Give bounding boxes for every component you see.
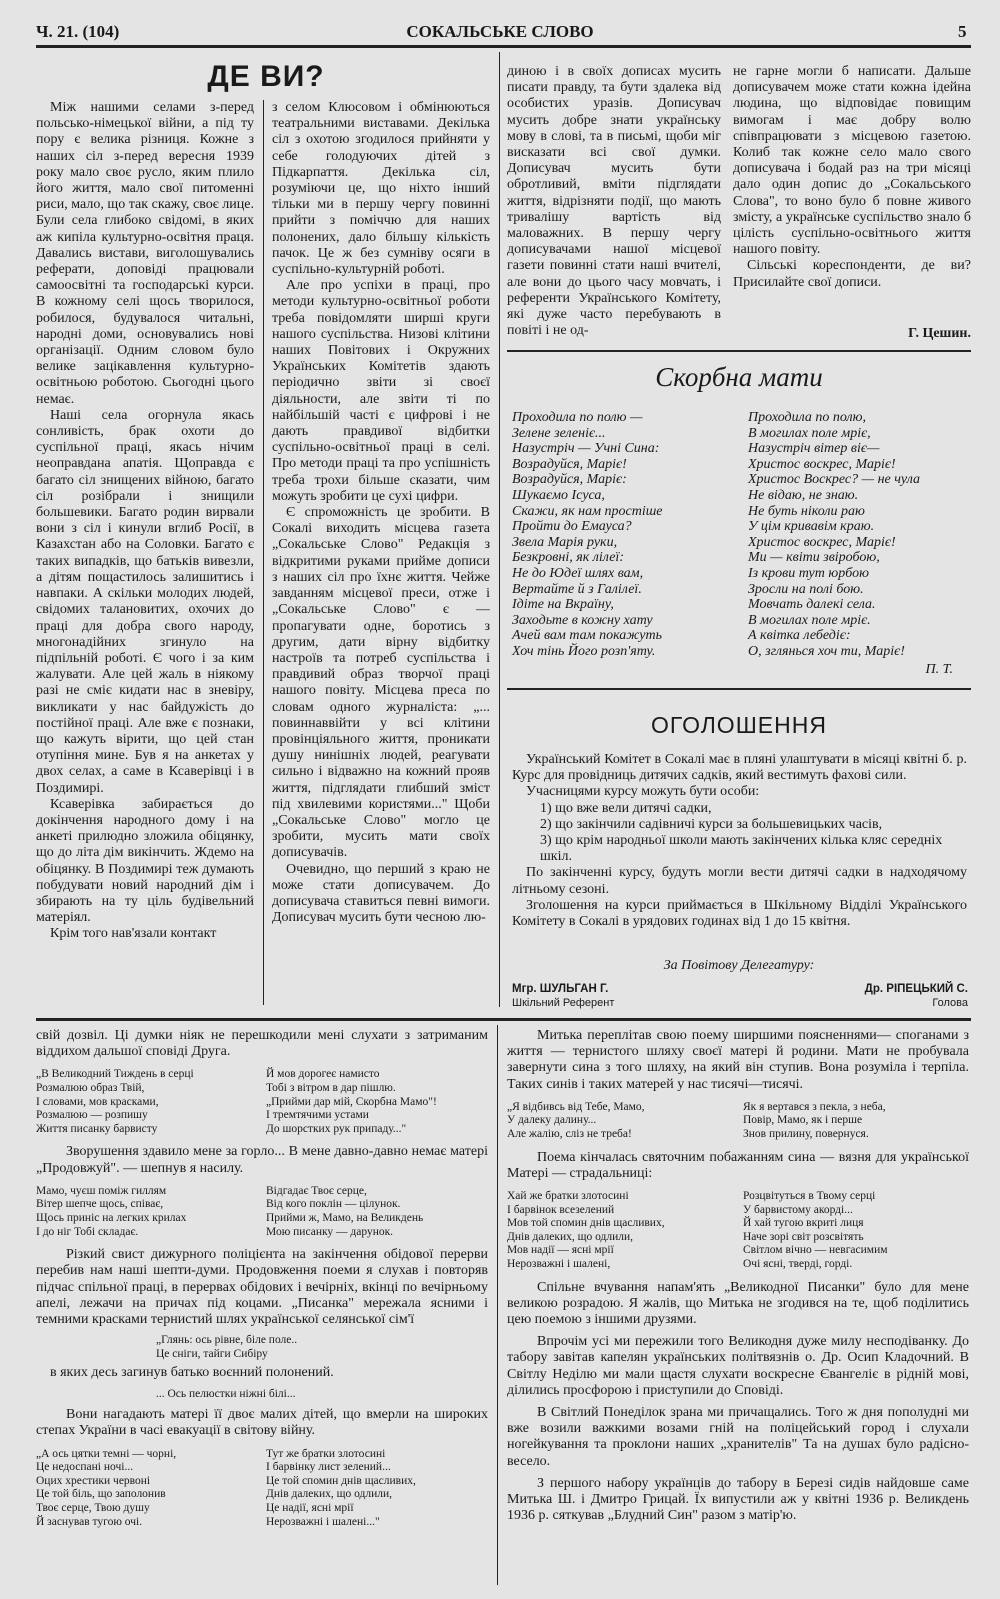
- verse-line: Й мов дорогеє намисто: [266, 1068, 380, 1081]
- verse-line: У барвистому акорді...: [743, 1203, 853, 1216]
- column-divider: [499, 52, 500, 1007]
- verse-line: До шорстких рук припаду...": [266, 1122, 407, 1135]
- verse-line: І до ніг Тобі складає.: [36, 1225, 139, 1238]
- poem-line: Ачей вам там покажуть: [512, 628, 662, 644]
- verse-line: Вітер шепче щось, співає,: [36, 1198, 164, 1211]
- poem-line: Не відаю, не знаю.: [748, 487, 859, 503]
- verse-line: Відгадає Твоє серце,: [266, 1184, 367, 1197]
- verse-quote: ... Ось пелюстки ніжні білі...: [156, 1387, 296, 1400]
- verse-line: І барвінок всезелений: [507, 1203, 615, 1216]
- signature-name: Др. РІПЕЦЬКИЙ С.: [864, 983, 968, 995]
- signature-role: Голова: [932, 997, 968, 1009]
- article-column-4: [733, 64, 971, 324]
- poem-line: Із крови тут юрбою: [748, 565, 869, 581]
- announcement-paragraph: Учасницями курсу можуть бути особи:: [526, 784, 760, 800]
- article-paragraph: Є спроможність це зробити. В Сокалі виходить місцева газета „Сокальське Слово" Редакція з відкритими руками прийме дописи з наших сіл про їхнє життя. Чейже завданням місцевої преси, отже і „Сокальське Слово" є — пропагувати одне, боротись з другим, дати вірну відбитку настроїв та потреб суспільства і правдивий образ творчої праці нашого повіту. Місцева преса по словам одного журналіста: „... повиннаввійти у всі клітини провінціяльного життя, проникати душу нинішніх людей, реагувати сильно і відважно на кожний прояв життя, підглядати глибший зміст під хвилевими користями..." Щоби „Сокальське Слово" могло це зробити, мусить мати своїх дописувачів.: [272, 505, 490, 861]
- poem-left-stanza: [512, 410, 737, 660]
- article-paragraph: Наші села огорнула якась сонливість, брак охоти до суспільної праці, якась нічим неоправдана апатія. Щоправда є багато сіл знищених війною, багато сіл розібрали і знищили большевики. Багато родин вирвали вони з сіл і кинули вглиб Росії, в Казахстан або на Соловки. Багато є таких випадків, що батьків вивезли, а дітям пощастилось залишитись і навпаки. А скільки молодих людей, свідомих талановитих, охочих до праці для добра свого народу, многонадійних згинуло на підпільній роботі. Є чого і за ким жалувати. Але цей жаль в ніякому разі не сміє кидати нас в зневіру, викликати у нас байдужість до постійної праці. Але вже є познаки, що кажуть вірити, що цей стан отупіння мине. Був я на анкетах у двох селах, а саме в Ксаверівці і в Поздимирі.: [36, 407, 254, 796]
- story-right-column: [507, 1028, 969, 1590]
- verse-line: І барвінку лист зелений...: [266, 1461, 391, 1474]
- story-paragraph: Вони нагадають матері її двоє малих дітей, що вмерли на широких степах України в часі евакуації в світову війну.: [36, 1407, 488, 1439]
- poem-line: Безкровні, як лілеї:: [512, 550, 624, 566]
- verse-line: Тут же братки злотосині: [266, 1447, 386, 1460]
- verse-line: Тобі з вітром в дар пішлю.: [266, 1082, 396, 1094]
- announcement-paragraph: По закінченні курсу, будуть могли вести дитячі садки в надходячому літньому сезоні.: [512, 865, 967, 897]
- verse-line: Повір, Мамо, як і перше: [743, 1114, 863, 1127]
- poem-line: Христос воскрес, Маріє!: [748, 534, 896, 550]
- verse-line: Це надії, ясні мрії: [266, 1501, 354, 1514]
- poem-line: Не буть ніколи раю: [748, 503, 865, 519]
- poem-line: Не до Юдеї шлях вам,: [512, 565, 644, 581]
- verse-line: Прийми ж, Мамо, на Великдень: [266, 1211, 424, 1224]
- list-item: 1) що вже вели дитячі садки,: [540, 800, 712, 816]
- poem-line: О, зглянься хоч ти, Маріє!: [748, 643, 905, 659]
- verse-line: Хай же братки злотосині: [507, 1190, 629, 1202]
- article-paragraph: з селом Клюсовом і обмінюються театральними виставами. Декілька сіл з охотою згодилося прийняти у себе голодуючих дітей з Підкарпаття. Декілька сіл, розуміючи це, що ніхто інший тільки ми в першу чергу повинні прийти з поміччю для наших полонених, дало більшу кількість пачок. Це ж без сумніву осяги в суспільно-культурній роботі.: [272, 100, 490, 278]
- article-paragraph: не гарне могли б написати. Дальше дописувачем може стати кожна ідейна людина, що відповідає повищим вимогам і має добру волю співпрацювати з місцевою газетою. Колиб так кожне село мало свого дописувача і бодай раз на три місяці дало один допис до „Сокальського Слова", то воно було б повне живого змісту, а українське суспільство знало б цілість суспільно-освітнього життя нашого повіту.: [733, 64, 971, 258]
- verse-block: [36, 1185, 488, 1239]
- poem-line: Хоч тінь Його розп'яту.: [512, 643, 656, 659]
- verse-line: Наче зорі світ розсвітять: [743, 1230, 864, 1243]
- verse-line: Але жалію, сліз не треба!: [507, 1128, 632, 1140]
- announcement-paragraph: Український Комітет в Сокалі має в пляні улаштувати в місяці квітні б. р. Курс для провідниць дитячих садків, який вестимуть фахові сили.: [512, 752, 967, 784]
- story-paragraph: В Світлий Понеділок зрана ми причащались. Того ж дня пополудні ми вже возили важкими возами гній на поліцейський город і слухали ногейкування та проклони наших „хранителів" Та на душах було радісно-весело.: [507, 1404, 969, 1469]
- article-paragraph: Очевидно, що перший з краю не може стати дописувачем. До дописувача ставиться певні вимоги. Дописувач мусить бути чесною лю-: [272, 861, 490, 926]
- poem-line: Зелене зеленіє...: [512, 425, 606, 441]
- delegation-label: За Повітову Делегатуру:: [663, 958, 815, 973]
- signature-name: Мгр. ШУЛЬГАН Г.: [512, 983, 609, 995]
- section-rule: [507, 688, 971, 690]
- story-paragraph: Поема кінчалась святочним побажанням сина — вязня для української Матері — страдальниці:: [507, 1149, 969, 1181]
- signature-left: [512, 982, 614, 1010]
- announcement-title: ОГОЛОШЕННЯ: [651, 712, 827, 738]
- story-left-column: [36, 1028, 488, 1590]
- story-paragraph: Спільне вчування напам'ять „Великодної Писанки" було для мене великою розрадою. Я жалів, що Митька не згодився на те, щоб поділитись цею поемою з іншими друзями.: [507, 1279, 969, 1327]
- poem-line: Заходьте в кожну хату: [512, 612, 653, 628]
- verse-line: Розцвітуться в Твому серці: [743, 1190, 876, 1202]
- page-number: 5: [958, 22, 967, 41]
- verse-line: „В Великодний Тиждень в серці: [36, 1068, 194, 1081]
- article-paragraph: Сільські кореспонденти, де ви? Присилайте свої дописи.: [733, 258, 971, 290]
- story-paragraph: Митька переплітав свою поему ширшими поясненнями— споганами з життя — тернистого шляху своєї матері й родини. Мати не пробувала завернути сина з того шляху, на який він ступив. Вона розуміла і терпіла. Таких синів і таких матерей у нас тисячі—тисячі.: [507, 1028, 969, 1092]
- poem-line: Проходила по полю,: [748, 410, 866, 425]
- verse-line: І словами, мов красками,: [36, 1095, 159, 1108]
- verse-line: Знов прилину, повернуся.: [743, 1128, 869, 1140]
- verse-line: „Я відбивсь від Тебе, Мамо,: [507, 1100, 645, 1113]
- verse-line: Нерозважні і шалені...": [266, 1515, 380, 1528]
- issue-number: Ч. 21. (104): [36, 22, 120, 41]
- verse-line: Як я вертався з пекла, з неба,: [743, 1100, 886, 1113]
- poem-right-stanza: [748, 410, 973, 660]
- verse-line: Світлом вічно — невгасимим: [743, 1244, 888, 1257]
- verse-block: [507, 1190, 969, 1272]
- article-paragraph: Але про успіхи в праці, про методи культурно-освітньої роботи треба повідомляти ширші круги нашого суспільства. Низові клітини наших Повітових і Окружних Українських Комітетів здають періодично звіти зі своєї діяльности, але звіти ті по найбільшій часті є цифрові і не дають правдивої відбитки суспільно-освітньої праці в селі. Про методи праці та про успішність треба трохи більше сказати, чим можуть зробити це сухі цифри.: [272, 278, 490, 504]
- header-rule: [36, 45, 971, 48]
- poem-line: Пройти до Емауса?: [512, 519, 632, 535]
- poem-line: Возрадуйся, Маріє:: [512, 472, 627, 488]
- verse-line: У далеку далину...: [507, 1114, 597, 1127]
- story-paragraph: Різкий свист дижурного поліцієнта на закінчення обідової перерви перебив нам наші шепти-думи. Продовження поеми я слухав і повторяв підчас спільної праці, в перервах обідових і вечірніх, вкінці по вечірньому апелі, лежачи на причах під коцами. „Писанка" мережала ясними і темними красками тернистий шлях української селянської сім'ї: [36, 1247, 488, 1327]
- newspaper-title: СОКАЛЬСЬКЕ СЛОВО: [406, 22, 594, 41]
- verse-line: Очі ясні, тверді, горді.: [743, 1257, 853, 1270]
- poem-line: Зросли на полі бою.: [748, 581, 864, 597]
- verse-line: Мов надії — ясні мрії: [507, 1244, 614, 1257]
- verse-block: [36, 1448, 488, 1530]
- poem-line: Возрадуйся, Маріє!: [512, 456, 627, 472]
- poem-line: Проходила по полю —: [512, 410, 643, 425]
- list-item: 3) що крім народньої школи мають закінчених кілька кляс середніх шкіл.: [540, 833, 943, 865]
- article-column-1: [36, 100, 254, 1006]
- poem-line: Ми — квіти звіробою,: [748, 550, 880, 566]
- verse-line: Оцих хрестики червоні: [36, 1474, 151, 1487]
- verse-line: Днів далеких, що одлили,: [266, 1488, 393, 1501]
- article-paragraph: диною і в своїх дописах мусить писати правду, та бути здалека від особистих уразів. Дописувач мусить добре знати українську мову в слові, та в письмі, щоби міг висказати всі свої думки. Дописувач мусить бути обротливий, вміти підглядати життя, відрізняти події, що мають тривалішу вартість від маловажних. В першу чергу дописувачами нашої місцевої газети повинні стати наші вчителі, але вони до цього часу мовчать, і референти Українського Комітету, які дуже часто перебувають в повіті і не од-: [507, 64, 721, 339]
- verse-line: „Глянь: ось рівне, біле поле..: [156, 1334, 298, 1347]
- poem-line: Назустріч вітер віє—: [748, 441, 880, 457]
- verse-line: Це сніги, тайги Сибіру: [156, 1347, 268, 1360]
- verse-line: Від кого поклін — цілунок.: [266, 1198, 401, 1211]
- article-column-2: [272, 100, 490, 1006]
- poem-line: Христос Воскрес? — не чула: [748, 472, 921, 488]
- article-paragraph: Крім того нав'язали контакт: [50, 926, 217, 942]
- verse-line: Життя писанку барвисту: [36, 1122, 158, 1135]
- article-column-3: [507, 64, 721, 344]
- section-rule: [36, 1018, 971, 1021]
- list-item: 2) що закінчили садівничі курси за большевицьких часів,: [540, 816, 883, 832]
- verse-line: Твоє серце, Твою душу: [36, 1501, 150, 1514]
- announcement-list: [512, 801, 967, 866]
- story-paragraph: в яких десь загинув батько воєнний полонений.: [50, 1365, 334, 1381]
- poem-title: Скорбна мати: [655, 362, 823, 392]
- story-paragraph: З першого набору українців до табору в Березі сидів найдовше саме Митька Ш. і Дмитро Грицай. Їх випустили аж у квітні 1936 р. Великдень 1936 р. сяткував „Блудний Син" разом з матір'ю.: [507, 1475, 969, 1524]
- verse-line: Щось приніс на легких крилах: [36, 1211, 187, 1224]
- verse-line: Нерозважні і шалені,: [507, 1257, 611, 1270]
- poem-line: Мовчать далекі села.: [748, 597, 876, 613]
- poem-line: А квітка лебедіє:: [748, 628, 851, 644]
- column-divider: [497, 1025, 498, 1585]
- signature-right: [760, 982, 968, 1010]
- poem-line: Христос воскрес, Маріє!: [748, 456, 896, 472]
- story-paragraph: Впрочім усі ми пережили того Великодня дуже милу несподіванку. До табору завітав капелян українських політвязнів о. Др. Осип Кладочний. В Світлу Неділю ми мали щастя слухати воскресне Євангеліє в рідній мові, ділились просфорою і приступили до Сповіді.: [507, 1334, 969, 1398]
- verse-block: [36, 1068, 488, 1136]
- verse-line: „Прийми дар мій, Скорбна Мамо"!: [266, 1095, 437, 1108]
- poem-line: Назустріч — Учні Сина:: [512, 441, 660, 457]
- poem-line: В могилах поле мріє,: [748, 425, 871, 441]
- verse-line: Це той біль, що заполонив: [36, 1488, 166, 1501]
- announcement-paragraph: Зголошення на курси приймається в Шкільному Відділі Українського Комітету в Сокалі в урядових годинах від 1 до 15 квітня.: [512, 897, 967, 930]
- verse-line: Й хай тугою вкриті лиця: [743, 1217, 864, 1230]
- poem-line: У цім кривавім краю.: [748, 519, 875, 535]
- poem-line: Звела Марія руки,: [512, 534, 618, 550]
- poem-line: Шукаємо Ісуса,: [512, 487, 605, 503]
- verse-line: „А ось цятки темні — чорні,: [36, 1447, 177, 1460]
- verse-line: І тремтячими устами: [266, 1109, 369, 1122]
- verse-line: Днів далеких, що одлили,: [507, 1230, 634, 1243]
- verse-line: Й заснував тугою очі.: [36, 1515, 143, 1528]
- article-title: ДЕ ВИ?: [207, 60, 325, 93]
- article-paragraph: Між нашими селами з-перед польсько-німецької війни, а під ту пору є велика різниця. Кожне з наших сіл з-перед вересня 1939 року мало своє русло, яким плило його життя, мало свої питоменні риси, мало, що так скажу, своє лице. Були села глибоко свідомі, в яких аж кипіла культурно-освітня праця. Давались вистави, виголошувались реферати, доповіді працювали самоосвітні та господарські курси. В кожному селі щось творилося, робилося, будувалося читальні, народні доми, основувались нові організації. Одним словом було велике зацікавлення культурно-освітньою роботою. Сьогодні цього немає.: [36, 100, 254, 407]
- verse-line: Мов той спомин днів щасливих,: [507, 1217, 665, 1230]
- story-paragraph: Зворушення здавило мене за горло... В мене давно-давно немає матері „Продовжуй". — шепнув я насилу.: [36, 1144, 488, 1176]
- poem-line: Скажи, як нам простіше: [512, 503, 663, 519]
- verse-line: Розмалюю образ Твій,: [36, 1082, 145, 1094]
- poem-line: В могилах поле мріє.: [748, 612, 871, 628]
- article-paragraph: Ксаверівка забирається до докінчення народного дому і на анкеті прилюдно зложила обіцянку, що до літа дім викінчить. Ждемо на обіцянку. В Поздимирі теж думають побудувати новий народний дім і збирають на ту ціль будівельний матеріял.: [36, 796, 254, 926]
- verse-quote: [156, 1334, 488, 1361]
- verse-line: Розмалюю — розпишу: [36, 1109, 148, 1122]
- verse-line: Це недоспані ночі...: [36, 1461, 134, 1474]
- verse-line: Мою писанку — дарунок.: [266, 1225, 394, 1238]
- article-author: Г. Цешин.: [908, 326, 971, 341]
- announcement-body: [512, 752, 967, 930]
- verse-line: Мамо, чуєш поміж гиллям: [36, 1184, 167, 1197]
- poem-author: П. Т.: [925, 662, 953, 677]
- signature-role: Шкільний Референт: [512, 997, 615, 1009]
- verse-line: Це той спомин днів щасливих,: [266, 1474, 416, 1487]
- poem-line: Ідіте на Вкраїну,: [512, 597, 614, 613]
- poem-line: Вертайте й з Галілеї.: [512, 581, 642, 597]
- section-rule: [507, 350, 971, 352]
- column-divider: [263, 100, 264, 1005]
- story-paragraph: свій дозвіл. Ці думки ніяк не перешкодили мені слухати з затриманим віддихом дальшої сповіді Друга.: [36, 1028, 488, 1060]
- verse-block: [507, 1101, 969, 1142]
